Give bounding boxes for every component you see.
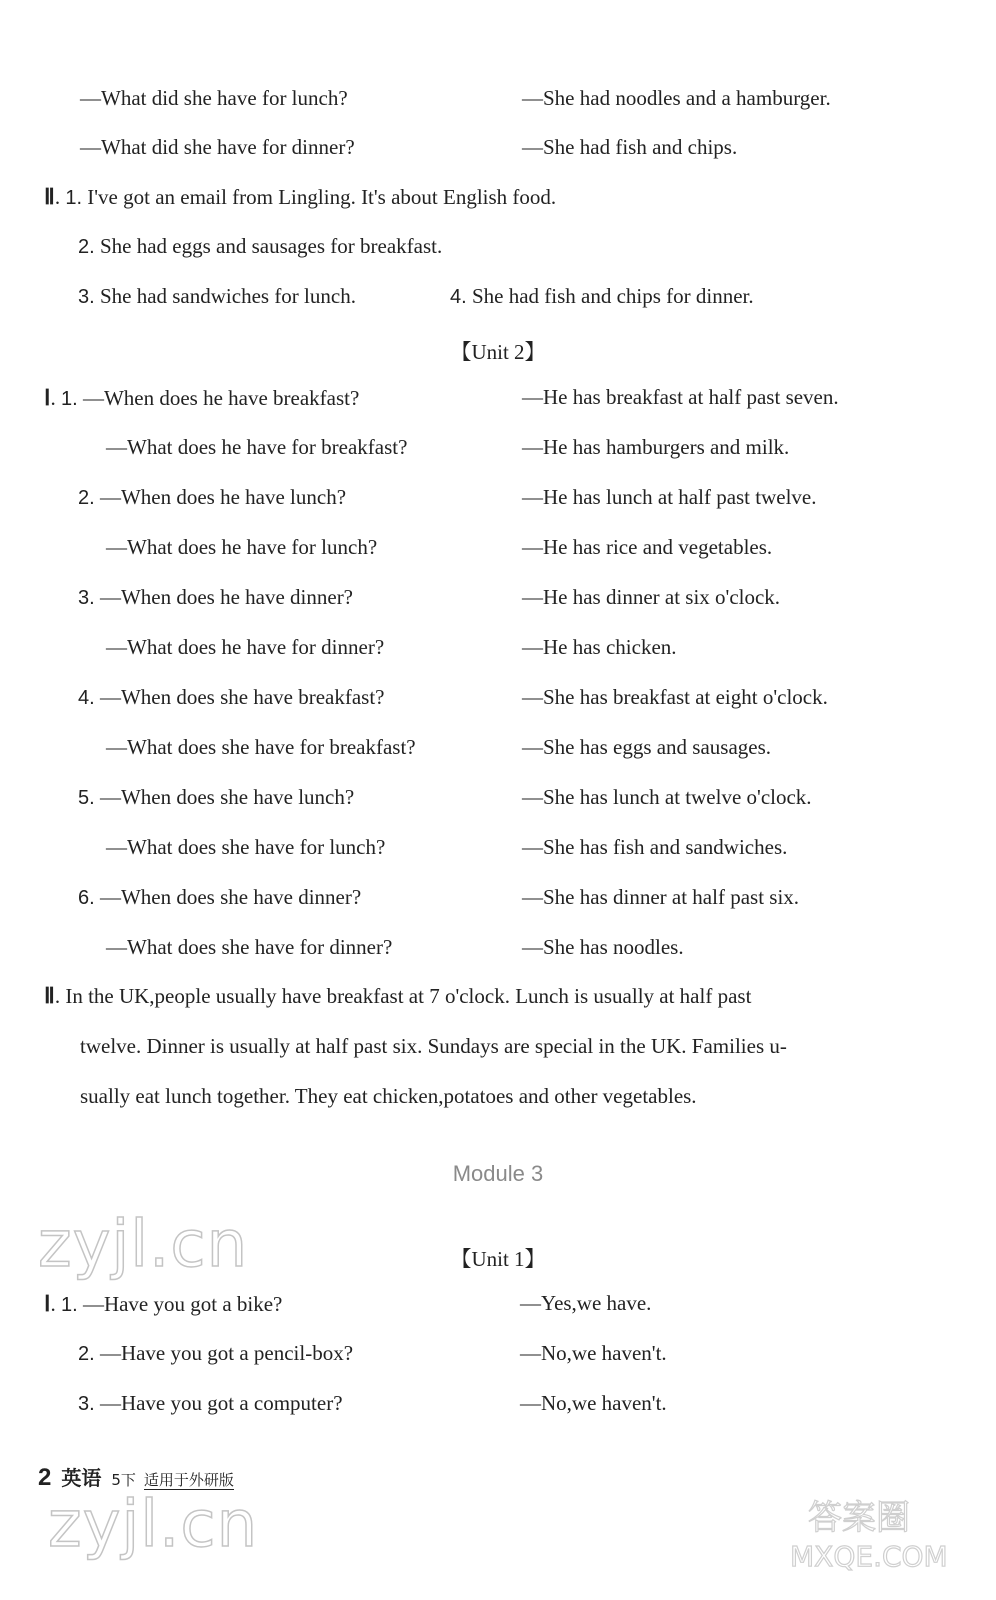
item-number: 1. [61,1294,78,1316]
answer-response: —He has hamburgers and milk. [522,435,790,459]
page-number: 2 [38,1464,52,1491]
paragraph-line: twelve. Dinner is usually at half past six. Sundays are special in the UK. Families u- [80,1034,787,1058]
answer-response: —No,we haven't. [520,1391,667,1415]
answer-response: —She has breakfast at eight o'clock. [522,685,828,709]
answer-response: —No,we haven't. [520,1341,667,1365]
exercise-item [78,787,354,808]
exercise-item [78,1393,343,1414]
roman-numeral: Ⅰ [44,385,51,410]
paragraph-line: Ⅱ. In the UK,people usually have breakfast at 7 o'clock. Lunch is usually at half past [44,983,752,1008]
answer-response: —Yes,we have. [520,1291,652,1315]
item-number: 4. [450,286,467,308]
item-number: 1. [61,388,78,410]
answer-question: —What does she have for lunch? [106,835,386,859]
watermark-site-name: 答案圈 [808,1498,910,1538]
exercise-item [78,887,361,908]
answer-question: —What does he have for breakfast? [106,435,408,459]
item-number: 3. [78,1393,95,1415]
answer-response: —He has lunch at half past twelve. [522,485,817,509]
exercise-item: Ⅰ. 1. —Have you got a bike? [44,1291,283,1316]
answer-response: —She has noodles. [522,935,684,959]
paragraph-line: sually eat lunch together. They eat chicken,potatoes and other vegetables. [80,1084,697,1108]
unit-heading: 【Unit 2】 [450,340,546,364]
answer-question: —Have you got a pencil-box? [99,1341,354,1365]
answer-response: —She has lunch at twelve o'clock. [522,785,812,809]
answer-question: —What did she have for lunch? [80,86,348,110]
answer-question: —Have you got a bike? [82,1292,283,1316]
answer-question: —Have you got a computer? [99,1391,343,1415]
sentence: She had eggs and sausages for breakfast. [99,234,443,258]
answer-response: —She has eggs and sausages. [522,735,772,759]
watermark-logo: zyjl.cn [38,1208,249,1282]
answer-response: —He has breakfast at half past seven. [522,385,839,409]
paragraph-text: In the UK,people usually have breakfast at 7 o'clock. Lunch is usually at half past [65,984,752,1008]
item-number: 4. [78,687,95,709]
answer-question: —When does she have lunch? [99,785,355,809]
item-number: 1. [65,187,83,209]
roman-numeral: Ⅰ [44,1291,51,1316]
sentence: She had sandwiches for lunch. [99,284,356,308]
answer-response: —She had noodles and a hamburger. [522,86,831,110]
answer-question: —What does he have for lunch? [106,535,378,559]
answer-question: —When does he have dinner? [99,585,354,609]
item-number: 6. [78,887,95,909]
unit-heading: 【Unit 1】 [450,1247,546,1271]
roman-numeral: Ⅱ [44,983,55,1008]
subject-label: 英语 [61,1466,102,1490]
item-number: 2. [78,236,95,258]
exercise-item [450,286,754,307]
answer-question: —When does he have lunch? [99,485,347,509]
answer-response: —She had fish and chips. [522,135,738,159]
answer-response: —She has dinner at half past six. [522,885,800,909]
answer-question: —What did she have for dinner? [80,135,355,159]
answer-question: —What does she have for dinner? [106,935,393,959]
watermark-site-url: MXQE.COM [790,1540,948,1573]
watermark-logo: zyjl.cn [48,1488,259,1562]
sentence: She had fish and chips for dinner. [471,284,754,308]
exercise-item [78,236,442,257]
item-number: 5. [78,787,95,809]
roman-numeral: Ⅱ [44,184,55,209]
exercise-item [78,286,356,307]
answer-question: —When does she have dinner? [99,885,362,909]
answer-response: —She has fish and sandwiches. [522,835,788,859]
item-number: 2. [78,1343,95,1365]
exercise-item [78,1343,353,1364]
answer-response: —He has chicken. [522,635,677,659]
answer-response: —He has rice and vegetables. [522,535,773,559]
exercise-item [78,587,353,608]
exercise-item [78,687,384,708]
grade-label: 5下 [111,1471,136,1489]
exercise-item: Ⅰ. 1. —When does he have breakfast? [44,385,360,410]
answer-question: —When does he have breakfast? [82,386,360,410]
exercise-item [78,487,346,508]
answer-question: —What does he have for dinner? [106,635,385,659]
answer-question: —When does she have breakfast? [99,685,385,709]
item-number: 2. [78,487,95,509]
answer-response: —He has dinner at six o'clock. [522,585,781,609]
item-number: 3. [78,286,95,308]
module-title: Module 3 [452,1161,544,1186]
item-number: 3. [78,587,95,609]
sentence: I've got an email from Lingling. It's about English food. [87,185,557,209]
exercise-item: Ⅱ. 1. I've got an email from Lingling. It's about English food. [44,184,557,209]
answer-question: —What does she have for breakfast? [106,735,416,759]
edition-label: 适用于外研版 [143,1471,234,1489]
